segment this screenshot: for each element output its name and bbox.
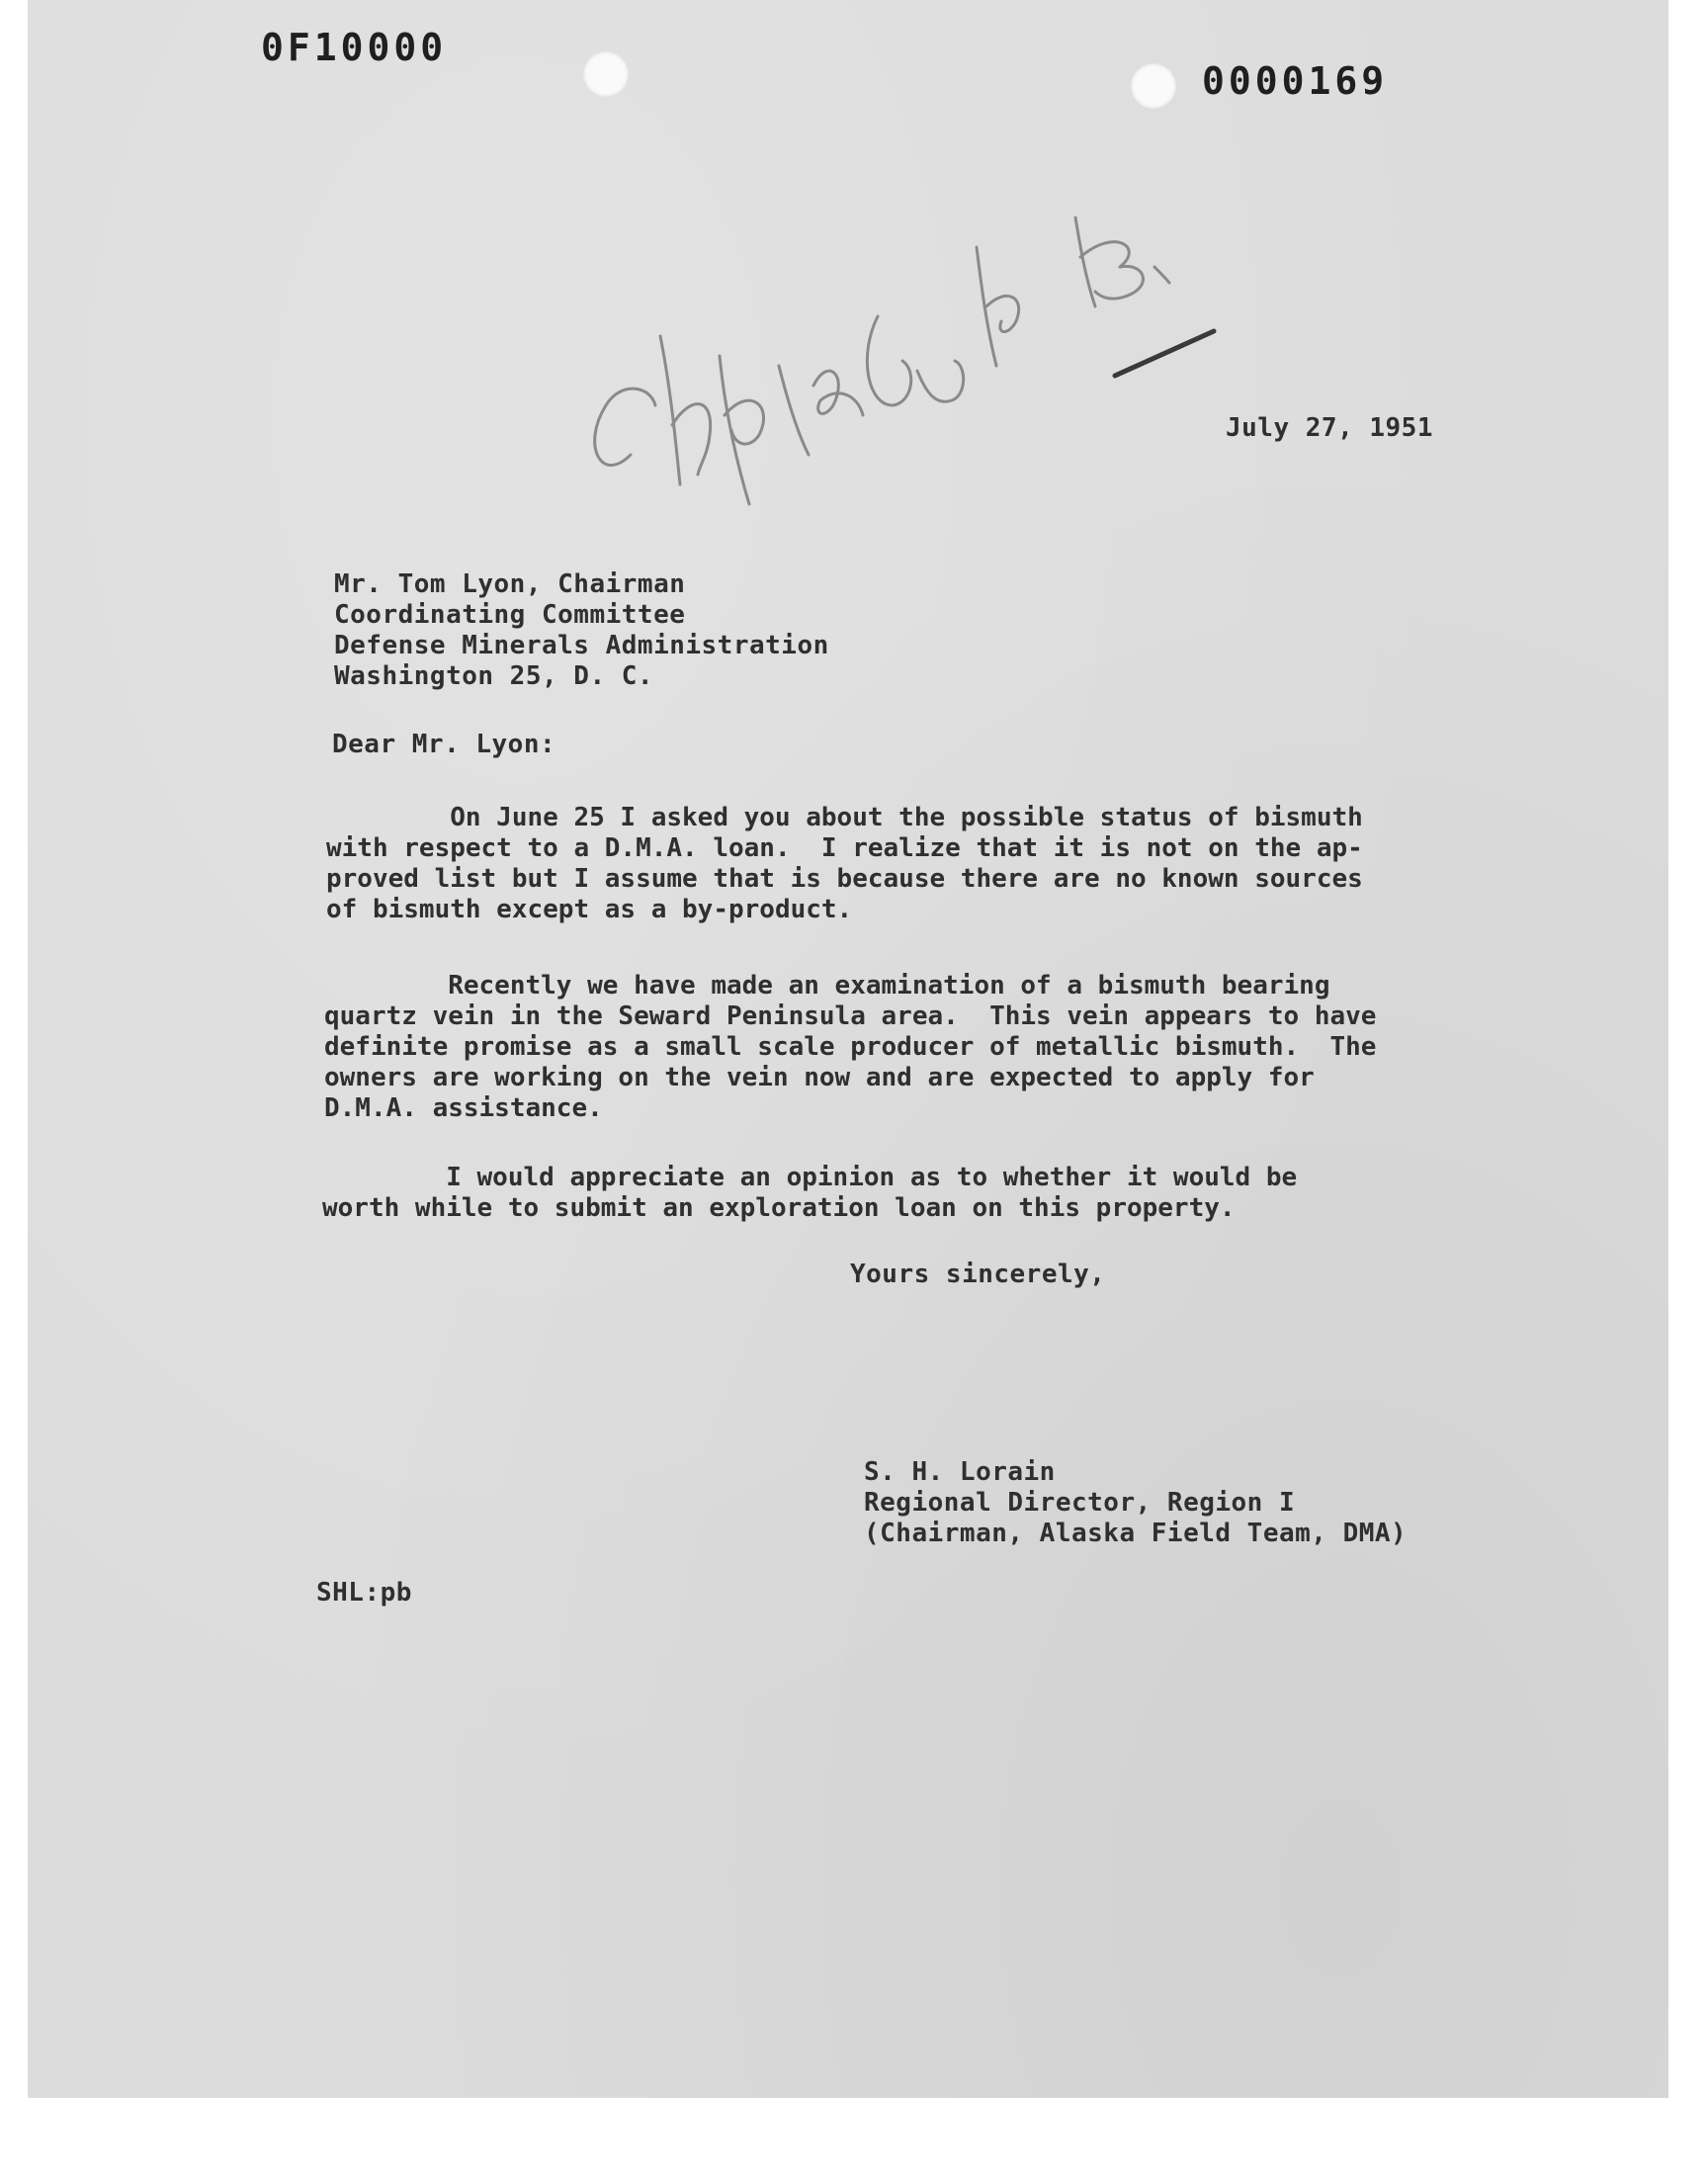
punch-hole-left: [583, 51, 629, 97]
salutation: Dear Mr. Lyon:: [332, 730, 556, 759]
punch-hole-right: [1131, 63, 1176, 109]
address-line: Mr. Tom Lyon, Chairman: [334, 569, 686, 599]
signer-title: Regional Director, Region I: [864, 1488, 1296, 1518]
handwritten-annotation: [561, 158, 1253, 514]
closing: Yours sincerely,: [850, 1260, 1106, 1289]
letter-date: July 27, 1951: [1226, 413, 1433, 443]
stamp-number-left: 0F10000: [261, 26, 448, 69]
address-line: Defense Minerals Administration: [334, 631, 829, 660]
body-paragraph-1: On June 25 I asked you about the possible status of bismuth with respect to a D.M.A. loan. I realize that it is not on the ap- proved list but I assume that is because there are no known sources of bismuth except as a by-product.: [326, 803, 1363, 924]
signature-block: [864, 1457, 1407, 1549]
stamp-number-right: 0000169: [1202, 59, 1389, 103]
body-paragraph-3: I would appreciate an opinion as to whether it would be worth while to submit an exploration loan on this property.: [322, 1163, 1298, 1223]
recipient-address: [334, 569, 829, 692]
signer-affiliation: (Chairman, Alaska Field Team, DMA): [864, 1519, 1408, 1548]
typist-initials: SHL:pb: [316, 1578, 412, 1608]
address-line: Washington 25, D. C.: [334, 661, 654, 691]
address-line: Coordinating Committee: [334, 600, 686, 630]
signer-name: S. H. Lorain: [864, 1457, 1056, 1487]
body-paragraph-2: Recently we have made an examination of a bismuth bearing quartz vein in the Seward Peninsula area. This vein appears to have definite promise as a small scale producer of metallic bismuth. The owners are working on the vein now and are expected to apply for D.M.A. assistance.: [324, 971, 1377, 1123]
document-page: [28, 0, 1668, 2098]
